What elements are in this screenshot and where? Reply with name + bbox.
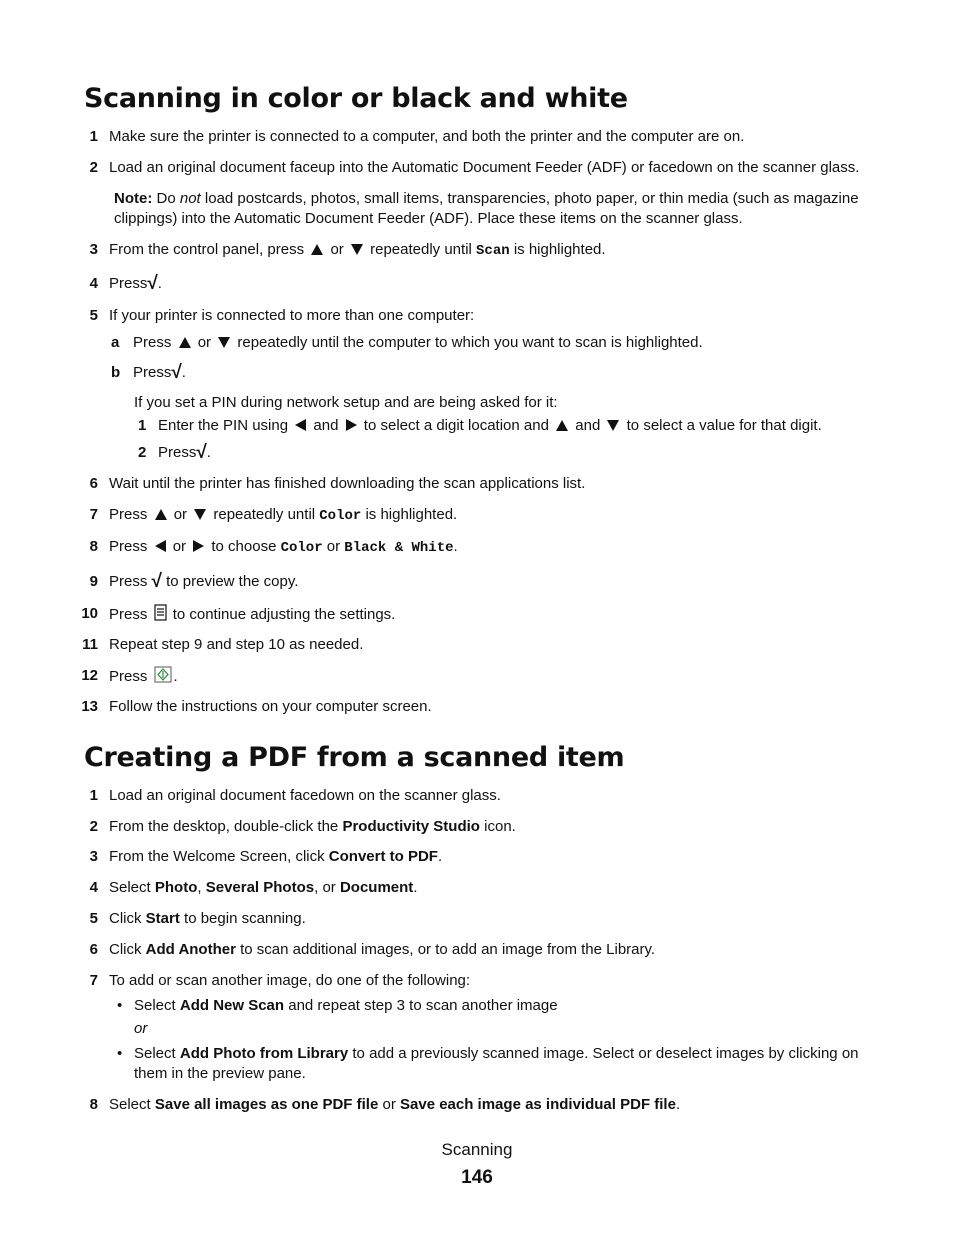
- step-number: 3: [89, 241, 98, 258]
- step-text: Click: [109, 941, 142, 958]
- step-text: or: [173, 506, 188, 523]
- step-text: To add or scan another image, do one of the following:: [109, 972, 471, 989]
- ui-label: Photo: [154, 879, 198, 896]
- step-text: to add a previously scanned image. Select or deselect images by clicking on: [352, 1045, 859, 1062]
- ui-label: Add New Scan: [179, 997, 285, 1014]
- display-code: Scan: [476, 243, 510, 259]
- step-text: Press: [133, 364, 172, 381]
- step-text: From the Welcome Screen, click: [109, 848, 325, 865]
- or-separator: or: [134, 1020, 148, 1037]
- step-number: 1: [89, 787, 98, 804]
- step-text: to scan additional images, or to add an image from the Library.: [240, 941, 656, 958]
- step-text: or: [197, 334, 212, 351]
- menu-icon: [154, 604, 167, 621]
- bullet: •: [117, 997, 123, 1014]
- step-text: icon.: [484, 818, 516, 835]
- step-text: and: [313, 417, 339, 434]
- step-text: or: [382, 1096, 396, 1113]
- step-text: repeatedly until the computer to which you want to scan is highlighted.: [237, 334, 703, 351]
- step-text: and: [575, 417, 601, 434]
- ui-label: Save all images as one PDF file: [154, 1096, 379, 1113]
- step-text: repeatedly until: [213, 506, 316, 523]
- display-code: Black & White: [344, 540, 454, 556]
- up-arrow-icon: [555, 419, 569, 432]
- step-12-text: [109, 666, 178, 687]
- step-text: to continue adjusting the settings.: [172, 606, 396, 623]
- ui-label: Start: [145, 910, 180, 927]
- step-text: to select a digit location and: [363, 417, 549, 434]
- down-arrow-icon: [350, 243, 364, 256]
- step-3-text: [109, 240, 606, 261]
- down-arrow-icon: [606, 419, 620, 432]
- step-text: repeatedly until: [370, 241, 472, 258]
- pin-step-number: 1: [138, 417, 147, 434]
- up-arrow-icon: [310, 243, 324, 256]
- step-number: 11: [82, 636, 98, 653]
- ui-label: Document: [339, 879, 414, 896]
- step-text: Press: [158, 444, 197, 461]
- bullet-2-text-cont: them in the preview pane.: [134, 1065, 306, 1082]
- step-text: Press: [109, 606, 148, 623]
- ui-label: Convert to PDF: [328, 848, 438, 865]
- step-text: to choose: [211, 538, 277, 555]
- step-number: 4: [89, 879, 98, 896]
- step-text: Enter the PIN using: [158, 417, 289, 434]
- step-8-text: [109, 537, 458, 558]
- step-2-text: [109, 817, 516, 837]
- section-title-creating-pdf: Creating a PDF from a scanned item: [84, 742, 625, 773]
- step-3-text: [109, 847, 442, 867]
- step-text: or: [330, 241, 344, 258]
- step-number: 6: [89, 941, 98, 958]
- note-line-1: [114, 189, 859, 209]
- step-text: Load an original document facedown on the scanner glass.: [109, 787, 501, 804]
- step-text: Press: [109, 275, 148, 292]
- note-emphasis: not: [179, 190, 201, 207]
- ui-label: Several Photos: [205, 879, 315, 896]
- step-number: 2: [89, 159, 98, 176]
- step-number: 7: [89, 506, 98, 523]
- step-9-text: [109, 572, 298, 592]
- bullet: •: [117, 1045, 123, 1062]
- right-arrow-icon: [345, 418, 358, 432]
- pin-intro: If you set a PIN during network setup and are being asked for it:: [134, 394, 558, 411]
- up-arrow-icon: [154, 508, 168, 521]
- select-check-icon: √: [151, 571, 162, 592]
- left-arrow-icon: [294, 418, 307, 432]
- select-check-icon: √: [196, 442, 207, 463]
- step-number: 8: [89, 538, 98, 555]
- step-text: Click: [109, 910, 142, 927]
- step-text: .: [675, 1096, 681, 1113]
- display-code: Color: [280, 540, 323, 556]
- ui-label: Add Another: [145, 941, 236, 958]
- step-text: .: [453, 538, 458, 555]
- substep-a-text: [133, 333, 703, 353]
- bullet-1-text: [134, 996, 558, 1016]
- step-text: and repeat step 3 to scan another image: [288, 997, 558, 1014]
- step-text: .: [173, 668, 178, 685]
- step-4-text: [109, 878, 417, 898]
- step-7-text: [109, 505, 457, 526]
- step-text: From the control panel, press: [109, 241, 305, 258]
- pin-step-2-text: [158, 443, 211, 463]
- step-number: 1: [89, 128, 98, 145]
- step-number: 6: [89, 475, 98, 492]
- step-text: Load an original document faceup into the Automatic Document Feeder (ADF) or facedown on the scanner glass.: [109, 159, 860, 176]
- step-text: From the desktop, double-click the: [109, 818, 339, 835]
- step-number: 5: [89, 910, 98, 927]
- substep-b-text: [133, 363, 186, 383]
- note-line-2: clippings) into the Automatic Document Feeder (ADF). Place these items on the scanner glass.: [114, 210, 743, 227]
- step-number: 8: [89, 1096, 98, 1113]
- page-number: 146: [461, 1167, 493, 1188]
- step-number: 9: [89, 573, 98, 590]
- step-number: 5: [89, 307, 98, 324]
- step-number: 3: [89, 848, 98, 865]
- step-8-text: [109, 1095, 680, 1115]
- select-check-icon: √: [171, 362, 182, 383]
- step-number: 4: [89, 275, 98, 292]
- step-text: Press: [133, 334, 172, 351]
- bullet-2-text: [134, 1044, 859, 1064]
- step-text: .: [157, 275, 162, 292]
- note-label: Note:: [114, 190, 153, 207]
- right-arrow-icon: [192, 539, 205, 553]
- start-button-icon: [154, 666, 172, 683]
- step-text: or: [326, 538, 341, 555]
- footer-section-name: Scanning: [441, 1140, 513, 1159]
- left-arrow-icon: [154, 539, 167, 553]
- step-text: .: [437, 848, 443, 865]
- step-text: ,: [197, 879, 202, 896]
- step-number: 7: [89, 972, 98, 989]
- step-10-text: [109, 604, 395, 625]
- ui-label: Save each image as individual PDF file: [400, 1096, 676, 1113]
- step-text: Press: [109, 506, 148, 523]
- substep-label: a: [111, 334, 120, 351]
- note-text: load postcards, photos, small items, transparencies, photo paper, or thin media (such as magazine: [204, 190, 859, 207]
- step-text: Make sure the printer is connected to a computer, and both the printer and the computer are on.: [109, 128, 745, 145]
- step-text: If your printer is connected to more than one computer:: [109, 307, 475, 324]
- step-text: Press: [109, 573, 148, 590]
- display-code: Color: [319, 508, 362, 524]
- step-text: to begin scanning.: [184, 910, 306, 927]
- step-number: 12: [81, 667, 98, 684]
- step-number: 10: [81, 605, 98, 622]
- step-text: , or: [314, 879, 336, 896]
- ui-label: Productivity Studio: [342, 818, 480, 835]
- note-text: Do: [156, 190, 176, 207]
- step-text: Wait until the printer has finished downloading the scan applications list.: [109, 475, 586, 492]
- step-text: Select: [109, 1096, 151, 1113]
- step-text: Select: [134, 997, 176, 1014]
- step-text: is highlighted.: [365, 506, 458, 523]
- step-6-text: [109, 940, 655, 960]
- down-arrow-icon: [217, 336, 231, 349]
- step-text: .: [206, 444, 211, 461]
- select-check-icon: √: [147, 273, 158, 294]
- step-text: or: [172, 538, 187, 555]
- pin-step-number: 2: [138, 444, 147, 461]
- step-text: Follow the instructions on your computer screen.: [109, 698, 432, 715]
- pin-step-1-text: [158, 416, 822, 436]
- step-text: .: [181, 364, 186, 381]
- section-title-scanning-color: Scanning in color or black and white: [84, 83, 628, 114]
- down-arrow-icon: [193, 508, 207, 521]
- step-text: Select: [134, 1045, 176, 1062]
- step-number: 13: [81, 698, 98, 715]
- substep-label: b: [111, 364, 121, 381]
- step-text: to preview the copy.: [166, 573, 299, 590]
- step-4-text: [109, 274, 162, 294]
- step-text: Press: [109, 668, 148, 685]
- step-text: Select: [109, 879, 151, 896]
- step-text: to select a value for that digit.: [626, 417, 822, 434]
- step-text: is highlighted.: [513, 241, 606, 258]
- step-text: Press: [109, 538, 148, 555]
- step-text: Repeat step 9 and step 10 as needed.: [109, 636, 364, 653]
- ui-label: Add Photo from Library: [179, 1045, 349, 1062]
- step-number: 2: [89, 818, 98, 835]
- step-5-text: [109, 909, 306, 929]
- step-text: .: [413, 879, 418, 896]
- up-arrow-icon: [178, 336, 192, 349]
